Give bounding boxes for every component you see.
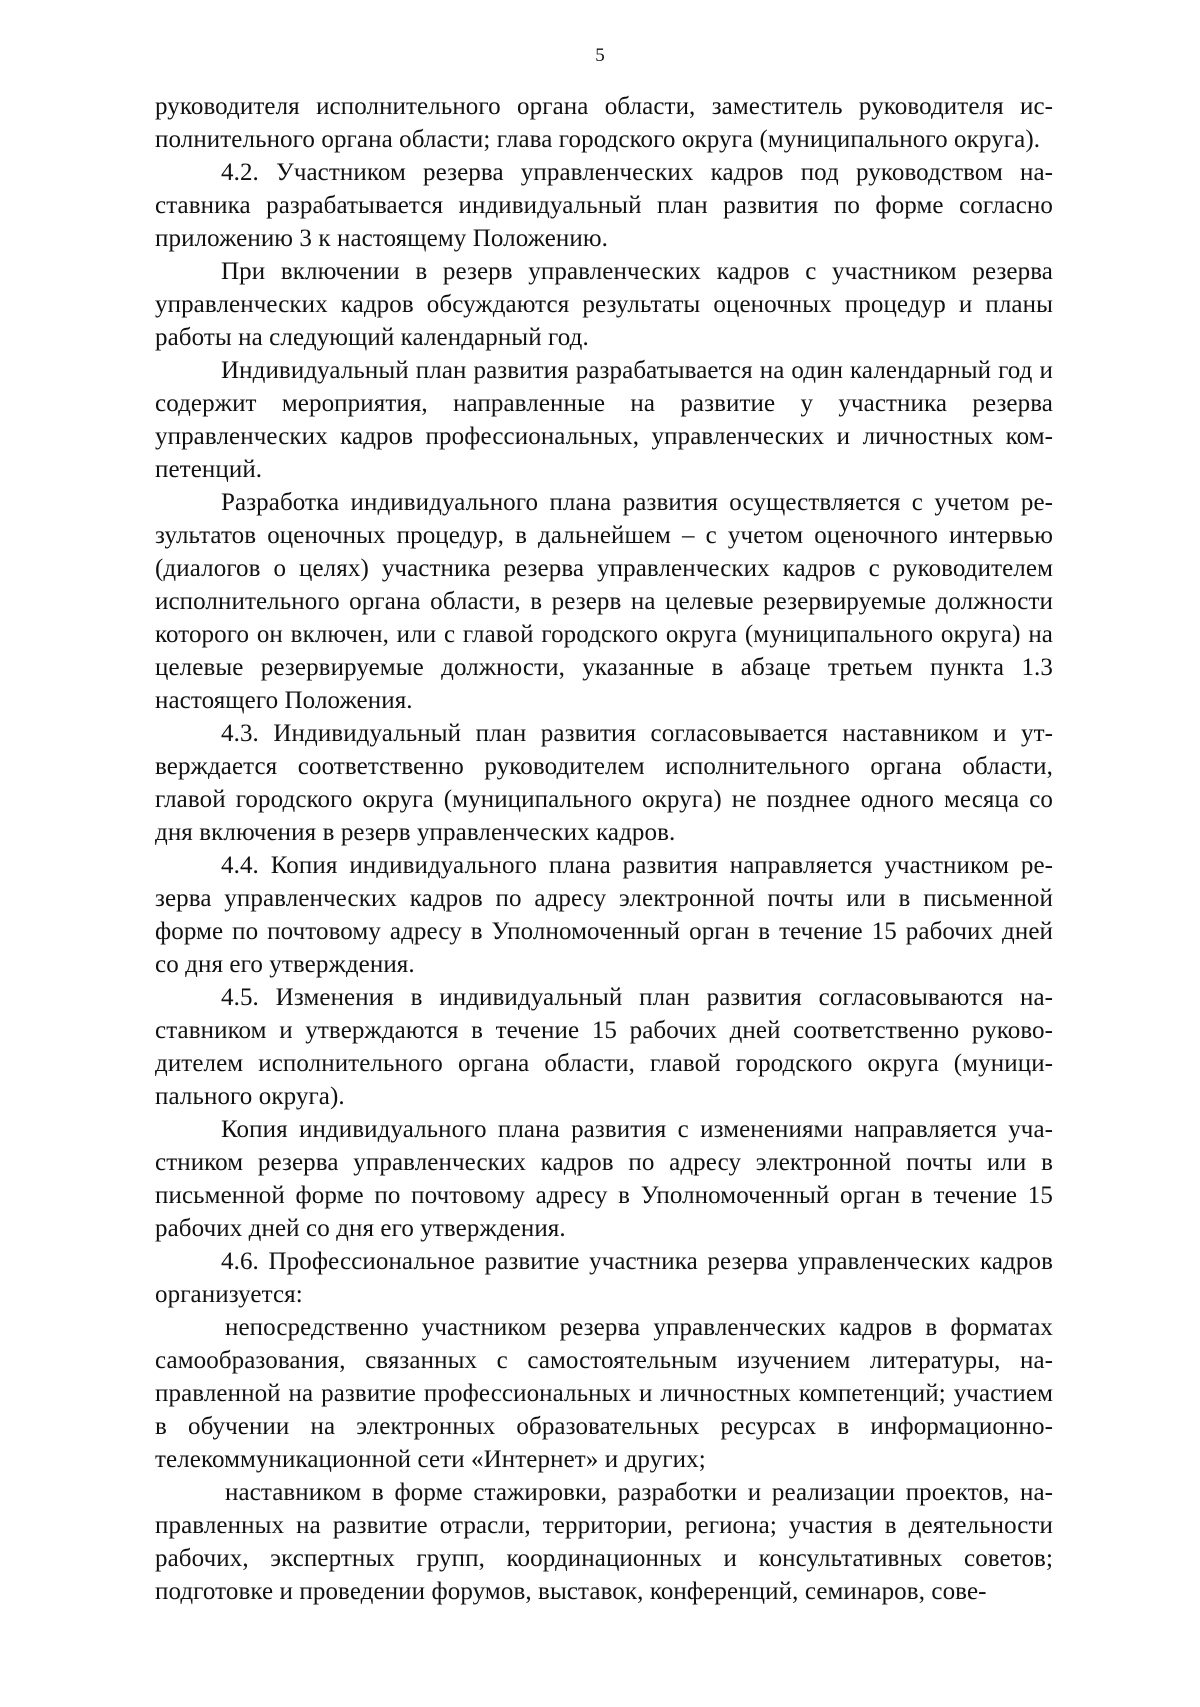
paragraph-plan-copy-changes: Копия индивидуального плана развития с изменениями направляется участником резерва управленческих кадров по адресу электронной почты или в письменной форме по почтовому адресу в Уполномоченный орган в течение 15 рабочих дней со дня его утверждения. — [155, 1116, 1053, 1242]
paragraph-plan-duration: Индивидуальный план развития разрабатывается на один календарный год и содержит мероприятия, направленные на развитие у участника резерва управленческих кадров профессиональных, управленческих и личностных компетенций. — [155, 357, 1053, 483]
paragraph-4-3: 4.3. Индивидуальный план развития согласовывается наставником и утверждается соответственно руководителем исполнительного органа области, главой городского округа (муниципального округа) не позднее одного месяца со дня включения в резерв управленческих кадров. — [155, 720, 1053, 846]
page-number: 5 — [595, 45, 605, 66]
document-body — [155, 90, 1053, 1608]
paragraph-4-5: 4.5. Изменения в индивидуальный план развития согласовываются наставником и утверждаются в течение 15 рабочих дней соответственно руководителем исполнительного органа области, главой городского округа (муниципального округа). — [155, 984, 1053, 1110]
paragraph-inclusion-discussion: При включении в резерв управленческих кадров с участником резерва управленческих кадров обсуждаются результаты оценочных процедур и планы работы на следующий календарный год. — [155, 258, 1053, 351]
paragraph-continuation: руководителя исполнительного органа области, заместитель руководителя исполнительного органа области; глава городского округа (муниципального округа). — [155, 93, 1053, 153]
paragraph-4-6: 4.6. Профессиональное развитие участника резерва управленческих кадров организуется: — [155, 1248, 1053, 1308]
list-item-mentor-forms: наставником в форме стажировки, разработки и реализации проектов, направленных на развитие отрасли, территории, региона; участия в деятельности рабочих, экспертных групп, координационных и консультативных советов; подготовке и проведении форумов, выставок, конференций, семинаров, сове- — [155, 1479, 1053, 1605]
paragraph-plan-development: Разработка индивидуального плана развития осуществляется с учетом результатов оценочных процедур, в дальнейшем – с учетом оценочного интервью (диалогов о целях) участника резерва управленческих кадров с руководителем исполнительного органа области, в резерв на целевые резервируемые должности которого он включен, или с главой городского округа (муниципального округа) на целевые резервируемые должности, указанные в абзаце третьем пункта 1.3 настоящего Положения. — [155, 489, 1053, 714]
paragraph-4-2: 4.2. Участником резерва управленческих кадров под руководством наставника разрабатывается индивидуальный план развития по форме согласно приложению 3 к настоящему Положению. — [155, 159, 1053, 252]
paragraph-4-4: 4.4. Копия индивидуального плана развития направляется участником резерва управленческих кадров по адресу электронной почты или в письменной форме по почтовому адресу в Уполномоченный орган в течение 15 рабочих дней со дня его утверждения. — [155, 852, 1053, 978]
list-item-self-education: непосредственно участником резерва управленческих кадров в форматах самообразования, связанных с самостоятельным изучением литературы, направленной на развитие профессиональных и личностных компетенций; участием в обучении на электронных образовательных ресурсах в информационно-телекоммуникационной сети «Интернет» и других; — [155, 1314, 1053, 1473]
